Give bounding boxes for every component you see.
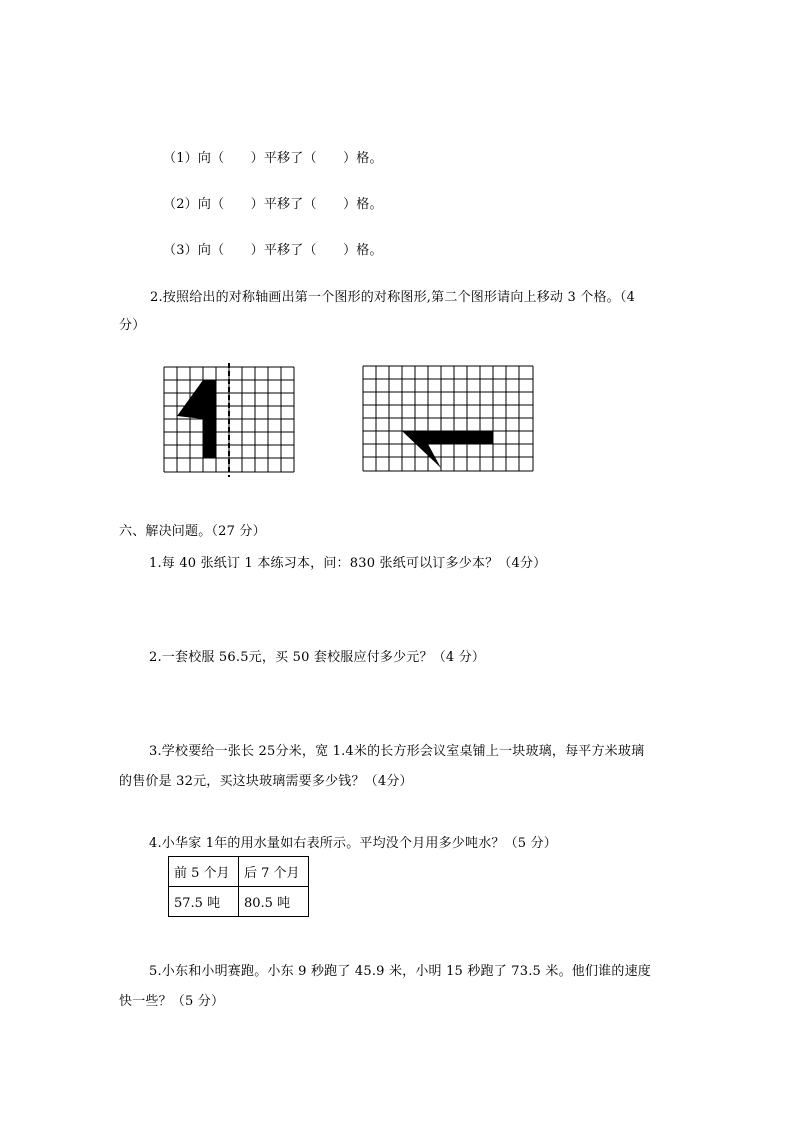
problem-2: 2.一套校服 56.5元，买 50 套校服应付多少元？（4 分） [149,650,486,665]
q2-text-line1: 2.按照给出的对称轴画出第一个图形的对称图形,第二个图形请向上移动 3 个格。（4 [150,290,636,305]
q2-text-line2: 分） [119,318,146,333]
symmetry-grid [162,363,298,478]
translation-item-2: （2）向（ ）平移了（ ）格。 [163,197,383,212]
translation-item-3: （3）向（ ）平移了（ ）格。 [163,243,383,258]
problem-5-line2: 快一些？（5 分） [119,994,225,1009]
table-row [169,887,309,917]
table-cell: 57.5 吨 [169,887,239,917]
translation-item-1: （1）向（ ）平移了（ ）格。 [163,151,383,166]
translation-grid [361,364,537,474]
table-cell: 80.5 吨 [239,887,309,917]
problem-3-line2: 的售价是 32元，买这块玻璃需要多少钱？（4分） [119,774,413,789]
table-header-cell: 前 5 个月 [169,857,239,887]
problem-3-line1: 3.学校要给一张长 25分米，宽 1.4米的长方形会议室桌铺上一块玻璃，每平方米玻璃 [149,744,645,759]
problem-5-line1: 5.小东和小明赛跑。小东 9 秒跑了 45.9 米，小明 15 秒跑了 73.5 米。他们谁的速度 [149,964,651,979]
problem-1: 1.每 40 张纸订 1 本练习本，问：830 张纸可以订多少本？（4分） [149,556,547,571]
table-header-cell: 后 7 个月 [239,857,309,887]
table-row [169,857,309,887]
problem-4: 4.小华家 1年的用水量如右表所示。平均没个月用多少吨水？（5 分） [149,836,558,851]
second-figure-shape [402,431,493,468]
section6-title: 六、解决问题。（27 分） [119,524,266,539]
water-usage-table [168,856,309,917]
